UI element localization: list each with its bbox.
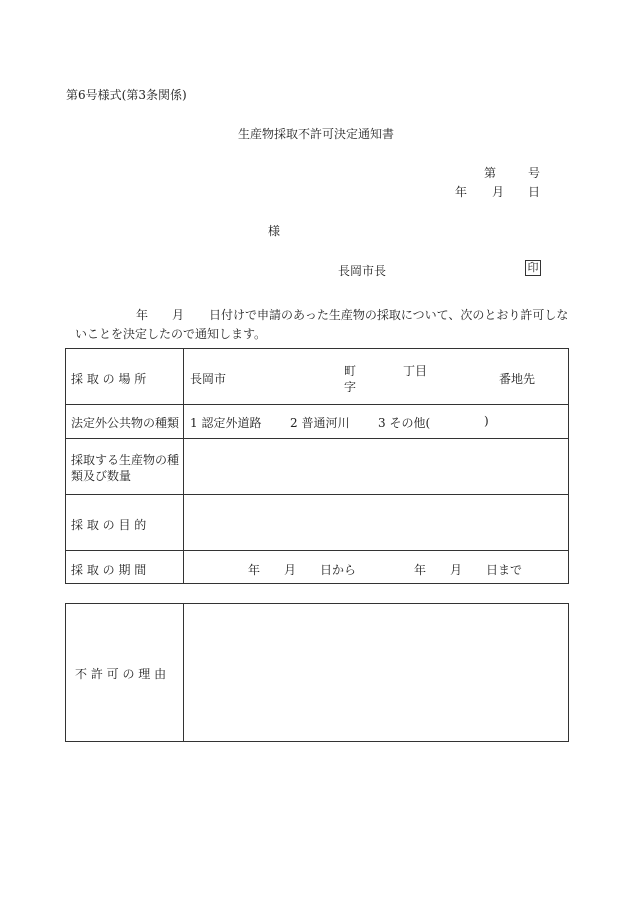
period-year-start: 年	[248, 563, 261, 577]
option-other-close: )	[484, 414, 489, 428]
location-banchi: 番地先	[499, 372, 536, 386]
location-town: 町	[344, 364, 357, 378]
row-divider	[65, 494, 569, 495]
option-other: 3 その他(	[378, 416, 431, 430]
label-purpose: 採 取 の 目 的	[71, 518, 147, 532]
issuer: 長岡市長	[338, 264, 387, 278]
body-line1: 日付けで申請のあった生産物の採取について、次のとおり許可しな	[209, 308, 569, 322]
period-year-end: 年	[414, 563, 427, 577]
date-day: 日	[528, 185, 541, 199]
form-number: 第6号様式(第3条関係)	[66, 88, 187, 102]
body-year: 年	[136, 308, 149, 322]
doc-number-suffix: 号	[528, 166, 541, 180]
location-city: 長岡市	[190, 372, 227, 386]
document-title: 生産物採取不許可決定通知書	[238, 127, 395, 141]
label-period: 採 取 の 期 間	[71, 563, 147, 577]
date-month: 月	[492, 185, 505, 199]
label-reason: 不 許 可 の 理 由	[75, 667, 167, 681]
label-location: 採 取 の 場 所	[71, 372, 147, 386]
row-divider	[65, 550, 569, 551]
row-divider	[65, 404, 569, 405]
addressee-suffix: 様	[268, 224, 281, 238]
row-divider	[65, 438, 569, 439]
location-aza: 字	[344, 380, 357, 394]
date-year: 年	[455, 185, 468, 199]
table-column-divider	[183, 348, 184, 584]
doc-number-prefix: 第	[484, 166, 497, 180]
seal-mark: 印	[525, 260, 541, 276]
label-property-type: 法定外公共物の種類	[71, 416, 180, 430]
location-chome: 丁目	[403, 364, 428, 378]
period-month-end: 月	[450, 563, 463, 577]
period-month-start: 月	[284, 563, 297, 577]
option-road: 1 認定外道路	[190, 416, 262, 430]
period-until: 日まで	[486, 563, 523, 577]
body-line2: いことを決定したので通知します。	[75, 327, 267, 341]
period-from: 日から	[320, 563, 357, 577]
reason-divider	[183, 603, 184, 742]
body-month: 月	[172, 308, 185, 322]
option-river: 2 普通河川	[290, 416, 350, 430]
label-product-type: 採取する生産物の種類及び数量	[71, 453, 180, 483]
